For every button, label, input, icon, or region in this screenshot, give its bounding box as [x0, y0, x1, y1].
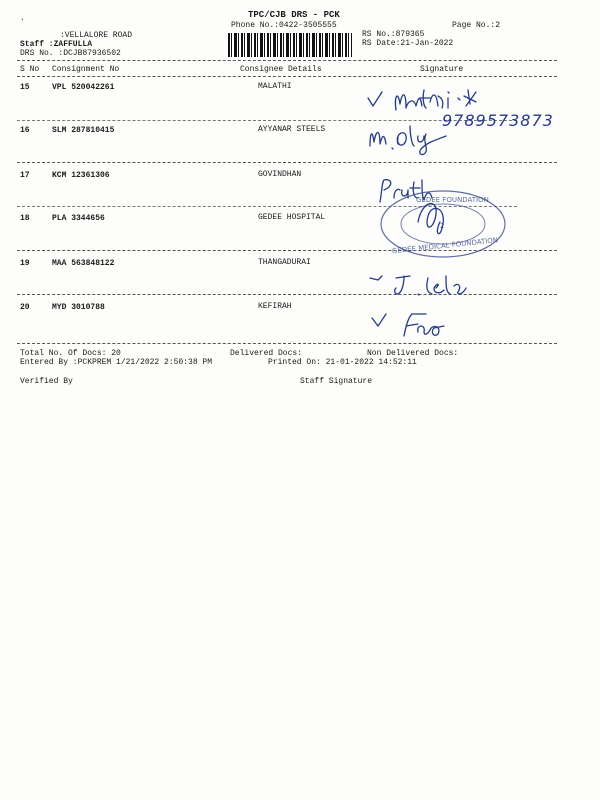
row-sno: 18	[20, 214, 30, 223]
row-consignee: GEDEE HOSPITAL	[258, 213, 326, 222]
phone-number: Phone No.:0422-3505555	[231, 21, 337, 30]
svg-text:GEDEE MEDICAL FOUNDATION: GEDEE MEDICAL FOUNDATION	[391, 236, 499, 256]
row-sno: 15	[20, 83, 30, 92]
column-header-consignee: Consignee Details	[240, 65, 322, 74]
non-delivered-docs: Non Delivered Docs:	[367, 349, 459, 358]
address: :VELLALORE ROAD	[60, 31, 133, 40]
column-header-sno: S No	[20, 65, 40, 74]
staff-signature: Staff Signature	[300, 377, 373, 386]
signature-row-15	[364, 84, 594, 136]
signature-row-16	[366, 122, 456, 156]
document-title: TPC/CJB DRS - PCK	[248, 10, 340, 20]
row-consignment: SLM 287810415	[52, 126, 115, 135]
rs-number: RS No.:879365	[362, 30, 425, 39]
signature-row-20	[368, 310, 468, 342]
row-sno: 17	[20, 171, 30, 180]
svg-text:GEDEE FOUNDATION: GEDEE FOUNDATION	[416, 196, 489, 204]
dot-mark: .	[20, 14, 25, 23]
row-divider	[17, 206, 517, 207]
divider	[17, 60, 557, 61]
total-docs: Total No. Of Docs: 20	[20, 349, 121, 358]
row-consignment: PLA 3344656	[52, 214, 105, 223]
row-sno: 16	[20, 126, 30, 135]
row-divider	[17, 294, 557, 295]
row-consignment: KCM 12361306	[52, 171, 110, 180]
printed-on: Printed On: 21-01-2022 14:52:11	[268, 358, 417, 367]
delivered-docs: Delivered Docs:	[230, 349, 303, 358]
row-consignee: AYYANAR STEELS	[258, 125, 326, 134]
rs-date: RS Date:21-Jan-2022	[362, 39, 454, 48]
row-divider	[17, 120, 517, 121]
svg-text:9789573873: 9789573873	[442, 111, 554, 130]
row-consignee: THANGADURAI	[258, 258, 311, 267]
row-consignee: MALATHI	[258, 82, 292, 91]
row-divider	[17, 162, 557, 163]
row-sno: 19	[20, 259, 30, 268]
row-consignee: KEFIRAH	[258, 302, 292, 311]
staff-name: Staff :ZAFFULLA	[20, 40, 93, 49]
divider	[17, 76, 557, 77]
row-consignment: MAA 563848122	[52, 259, 115, 268]
row-divider	[17, 250, 557, 251]
column-header-consignment: Consignment No	[52, 65, 120, 74]
row-sno: 20	[20, 303, 30, 312]
verified-by: Verified By	[20, 377, 73, 386]
svg-text:2: 2	[440, 222, 445, 230]
entered-by: Entered By :PCKPREM 1/21/2022 2:50:38 PM	[20, 358, 213, 367]
row-divider	[17, 343, 557, 344]
drs-number: DRS No. :DCJB87936502	[20, 49, 121, 58]
row-consignment: MYD 3010788	[52, 303, 105, 312]
barcode	[228, 33, 352, 57]
row-consignee: GOVINDHAN	[258, 170, 302, 179]
column-header-signature: Signature	[420, 65, 464, 74]
signature-row-17	[376, 176, 466, 204]
row-consignment: VPL 520042261	[52, 83, 115, 92]
signature-row-19	[366, 272, 486, 300]
page-number: Page No.:2	[452, 21, 501, 30]
